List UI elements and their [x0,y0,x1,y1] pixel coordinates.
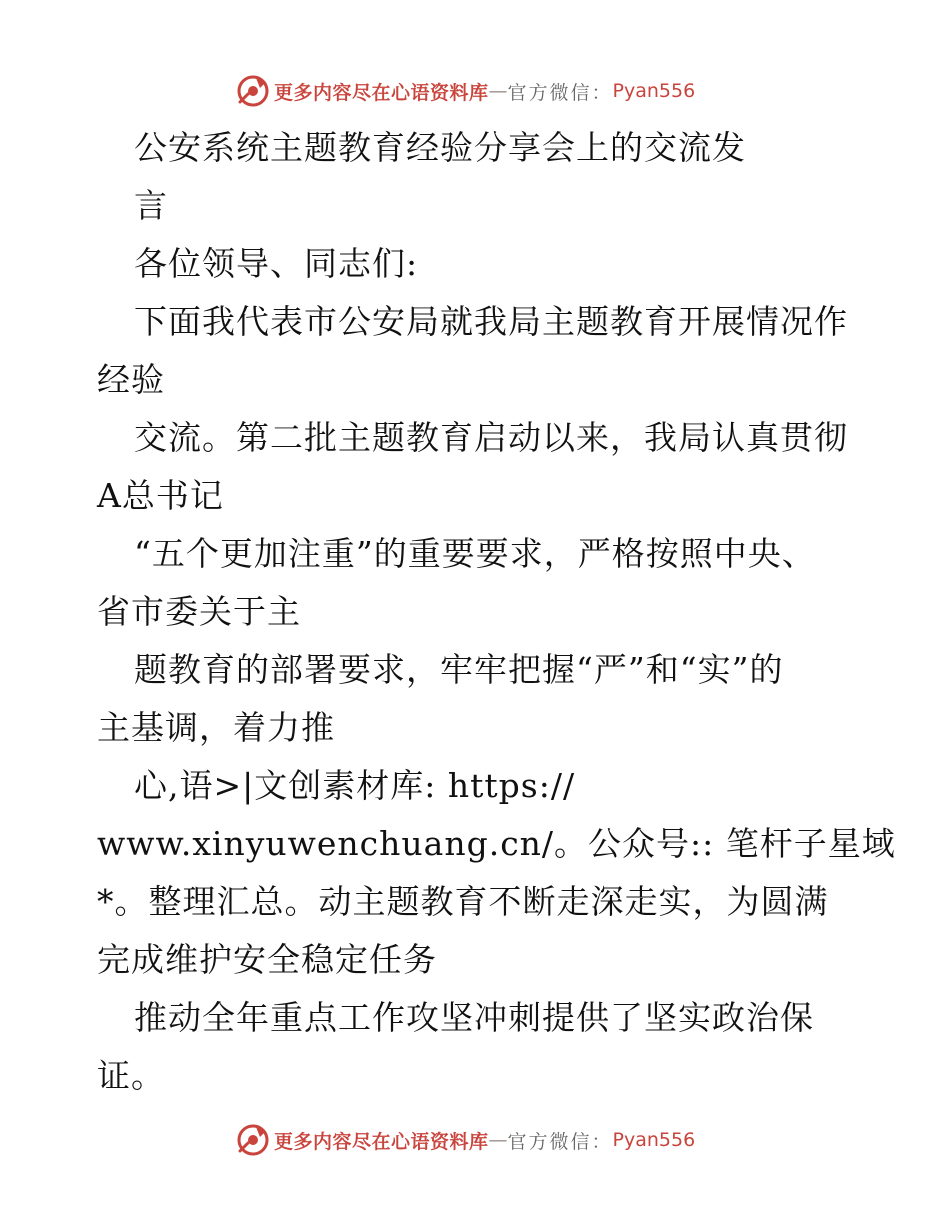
document-title: 公安系统主题教育经验分享会上的交流发 [134,128,746,167]
body-line: 下面我代表市公安局就我局主题教育开展情况作 [134,302,848,341]
banner-slogan: 更多内容尽在心语资料库 [274,81,489,104]
document-title-cont: 言 [134,186,168,225]
body-line: *。整理汇总。动主题教育不断走深走实，为圆满 [97,882,829,921]
body-line: 交流。第二批主题教育启动以来，我局认真贯彻 [134,418,848,457]
body-line: 省市委关于主 [97,592,301,631]
body-line: 主基调，着力推 [97,708,335,747]
body-line: www.xinyuwenchuang.cn/。公众号:: 笔杆子星域 [97,824,896,863]
banner-label: 官方微信： [507,1130,613,1153]
banner-dash: — [488,1129,508,1151]
banner-dash: — [488,80,508,102]
body-line: 题教育的部署要求，牢牢把握“严”和“实”的 [134,650,784,689]
body-line: 证。 [97,1056,165,1095]
body-line: 心,语>|文创素材库: https:// [134,766,576,805]
salutation: 各位领导、同志们: [134,244,419,283]
body-line: 经验 [97,360,165,399]
header-banner [236,73,695,109]
banner-handle: Pyan556 [612,80,696,102]
body-line: 推动全年重点工作攻坚冲刺提供了坚实政治保 [134,998,814,1037]
body-line: 完成维护安全稳定任务 [97,940,437,979]
pen-logo-icon [236,74,270,108]
banner-handle: Pyan556 [612,1129,696,1151]
body-line: “五个更加注重”的重要要求，严格按照中央、 [134,534,816,573]
footer-banner [236,1122,695,1158]
banner-label: 官方微信： [507,81,613,104]
body-line: A总书记 [97,476,224,515]
pen-logo-icon [236,1123,270,1157]
banner-slogan: 更多内容尽在心语资料库 [274,1130,489,1153]
